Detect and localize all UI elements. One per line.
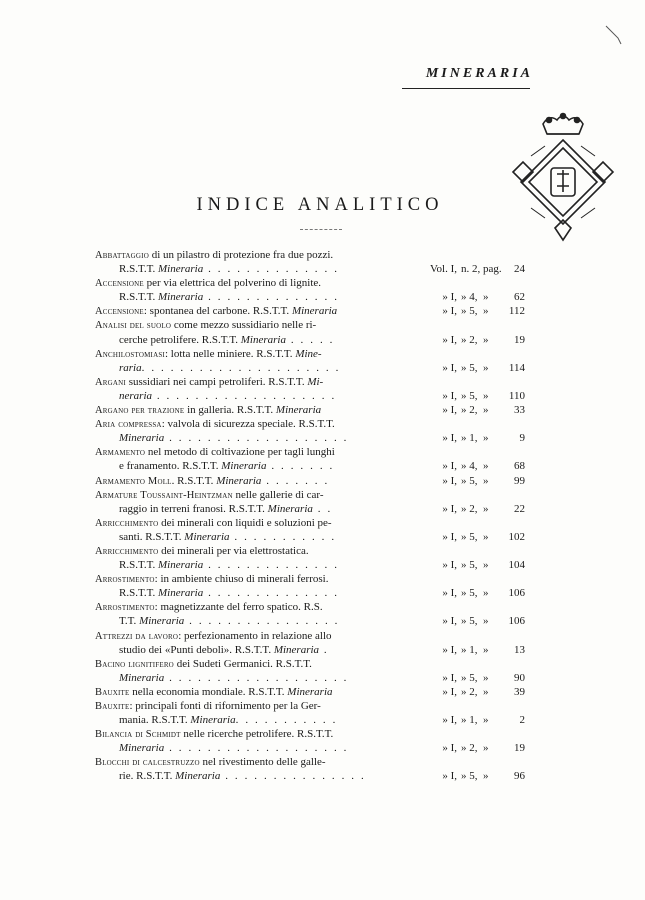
issue-number: » 5, [461, 770, 478, 783]
entry-keyword: Armamento Moll [95, 475, 172, 487]
entry-description-continued: santi. R.S.T.T. [119, 530, 185, 543]
entry-text [95, 276, 403, 290]
entry-description-continued: R.S.T.T. [119, 559, 159, 572]
volume-number: » I, [442, 432, 457, 445]
entry-description: : lotta nelle miniere. R.S.T.T. [164, 347, 296, 360]
leader-dots: . . . . . . . . . . . . . . . [220, 770, 366, 783]
index-entry-continuation [95, 459, 525, 473]
leader-dots: . . [312, 502, 333, 515]
volume-reference [403, 769, 525, 783]
entry-description: come mezzo sussidiario nelle ri- [171, 319, 317, 332]
entry-description: dei Sudeti Germanici. R.S.T.T. [173, 657, 312, 670]
issue-number: » 2, [461, 502, 478, 515]
volume-number: » I, [442, 460, 457, 473]
index-entry-continuation [95, 262, 525, 276]
page-number: 19 [514, 742, 525, 755]
entry-description: nelle gallerie di car- [232, 488, 324, 501]
entry-source: Mineraria [119, 742, 165, 755]
volume-number: » I, [442, 530, 457, 543]
page-number: 62 [514, 291, 525, 304]
page-number: 2 [519, 714, 525, 727]
issue-number: » 5, [461, 361, 478, 374]
entry-description-continued: T.T. [119, 615, 140, 628]
entry-source: Mineraria [139, 615, 185, 628]
entry-description-continued: mania. R.S.T.T. [119, 714, 191, 727]
entry-source: Mineraria [273, 643, 320, 656]
page-prefix: » [483, 432, 489, 445]
entry-description: nel metodo di coltivazione per tagli lunghi [145, 446, 335, 459]
entry-keyword: Bauxite [95, 701, 130, 712]
volume-reference [403, 262, 525, 276]
entry-description: di un pilastro di protezione fra due pozzi. [148, 249, 334, 261]
volume-reference [403, 671, 525, 685]
page-prefix: » [483, 685, 489, 698]
leader-dots: . . . . . . . . . . . . . . [203, 291, 340, 304]
page-prefix: » [483, 530, 489, 543]
index-entry-continuation [95, 431, 525, 445]
entry-text [95, 657, 403, 671]
index-entry [95, 347, 525, 361]
page-number: 102 [508, 530, 525, 543]
entry-description: dei minerali con liquidi e soluzioni pe- [158, 516, 332, 529]
entry-description-continued: cerche petrolifere. R.S.T.T. [119, 333, 241, 346]
volume-reference [403, 304, 525, 318]
entry-description: : magnetizzante del ferro spatico. R.S. [154, 601, 323, 614]
issue-number: » 5, [461, 474, 478, 487]
entry-keyword: Abbattaggio [95, 250, 149, 261]
page-number: 68 [514, 460, 525, 473]
entry-text [95, 699, 403, 713]
index-entry-continuation [95, 502, 525, 516]
page-prefix: » [483, 389, 489, 402]
entry-text-continued [95, 713, 403, 727]
index-entry-continuation [95, 586, 525, 600]
page-prefix: » [483, 305, 489, 318]
entry-text [95, 600, 403, 614]
volume-number: » I, [442, 333, 457, 346]
leader-dots: . . . . . . . . . . . . . . . . . . . . . [141, 361, 341, 374]
entry-keyword: Bacino lignitifero [95, 658, 174, 670]
entry-text [95, 629, 403, 643]
entry-text-continued [95, 741, 403, 755]
page-prefix: » [483, 333, 489, 346]
page-number: 9 [519, 432, 525, 445]
page-prefix: » [483, 671, 489, 684]
entry-description-continued: rie. R.S.T.T. [119, 770, 176, 783]
page-number: 106 [508, 587, 525, 600]
issue-number: » 4, [461, 460, 478, 473]
entry-source: Mineraria [175, 770, 221, 783]
entry-source: raria [119, 361, 142, 374]
index-entry [95, 629, 525, 643]
index-entry-continuation [95, 643, 525, 657]
entry-text [95, 685, 403, 699]
entry-text-continued [95, 333, 403, 347]
volume-reference [403, 685, 525, 699]
page-prefix: » [483, 361, 489, 374]
index-entry-continuation [95, 671, 525, 685]
entry-description: : principali fonti di rifornimento per la Ger- [129, 700, 321, 712]
entry-keyword: Anchilostomiasi [95, 348, 165, 360]
entry-source: Mineraria [240, 333, 286, 346]
entry-source: Mineraria [158, 559, 204, 572]
page-number: 39 [514, 685, 525, 698]
page-number: 24 [514, 263, 525, 276]
page-prefix: » [483, 291, 489, 304]
index-entry [95, 544, 525, 558]
entry-source: Mi- [307, 375, 324, 388]
entry-text [95, 488, 403, 502]
entry-description: sussidiari nei campi petroliferi. R.S.T.T. [125, 375, 308, 388]
volume-number: » I, [442, 474, 457, 487]
entry-keyword: Accensione [95, 278, 144, 290]
index-entry [95, 318, 525, 332]
leader-dots: . . . . . . . [266, 460, 335, 473]
entry-keyword: Analisi del suolo [95, 320, 172, 332]
index-entry-continuation [95, 333, 525, 347]
leader-dots: . . . . . . . . . . . [235, 714, 338, 727]
entry-text-continued [95, 643, 403, 657]
issue-number: » 5, [461, 587, 478, 600]
index-entry [95, 304, 525, 318]
volume-number: » I, [442, 685, 457, 698]
entry-text [95, 755, 403, 769]
entry-text [95, 347, 403, 361]
entry-text-continued [95, 361, 403, 375]
entry-text-continued [95, 558, 403, 572]
entry-text [95, 248, 403, 262]
page-number: 110 [508, 389, 525, 402]
issue-number: » 5, [461, 615, 478, 628]
entry-source: Mineraria [158, 291, 204, 304]
page-prefix: » [483, 615, 489, 628]
entry-text [95, 403, 403, 417]
volume-reference [403, 333, 525, 347]
issue-number: » 2, [461, 404, 478, 417]
entry-keyword: Arrostimento [95, 602, 155, 614]
entry-keyword: Armature Toussaint-Heintzman [95, 489, 233, 501]
leader-dots: . . . . . . . . . . . . . . [203, 263, 340, 276]
leader-dots: . . . . . . . . . . . . . . [203, 559, 340, 572]
entry-source: Mineraria [221, 460, 267, 473]
volume-reference [403, 361, 525, 375]
volume-reference [403, 502, 525, 516]
volume-number: » I, [442, 587, 457, 600]
entry-keyword: Arricchimento [95, 545, 159, 557]
issue-number: » 2, [461, 742, 478, 755]
section-header: MINERARIA [425, 66, 533, 81]
entry-source: Mine- [295, 347, 322, 360]
index-entry-continuation [95, 530, 525, 544]
entry-description: : spontanea del carbone. R.S.T.T. [143, 305, 292, 318]
volume-reference [403, 643, 525, 657]
volume-number: » I, [442, 643, 457, 656]
title-rule [300, 229, 342, 230]
entry-keyword: Argano per trazione [95, 405, 185, 417]
volume-reference [403, 713, 525, 727]
issue-number: » 1, [461, 714, 478, 727]
entry-description-continued: studio dei «Punti deboli». R.S.T.T. [119, 643, 274, 656]
volume-reference [403, 431, 525, 445]
page-number: 106 [508, 615, 525, 628]
index-entry [95, 445, 525, 459]
leader-dots: . . . . . . . . . . . . . . . . . . . [164, 742, 349, 755]
entry-description-continued: e franamento. R.S.T.T. [119, 460, 222, 473]
volume-number: » I, [442, 291, 457, 304]
leader-dots: . . . . . [286, 333, 335, 346]
entry-description-continued: R.S.T.T. [119, 263, 159, 276]
volume-number: » I, [442, 742, 457, 755]
index-entry [95, 685, 525, 699]
issue-number: » 5, [461, 305, 478, 318]
page-number: 99 [514, 474, 525, 487]
issue-number: » 5, [461, 671, 478, 684]
page-number: 114 [508, 361, 525, 374]
entry-keyword: Bauxite [95, 686, 130, 698]
issue-number: » 2, [461, 685, 478, 698]
page-number: 104 [508, 559, 525, 572]
index-entry-continuation [95, 389, 525, 403]
entry-text-continued [95, 769, 403, 783]
issue-number: n. 2, [461, 263, 481, 276]
scratch-mark [604, 24, 626, 46]
leader-dots: . . . . . . . . . . . . . . . . . . . [164, 671, 349, 684]
volume-reference [403, 586, 525, 600]
entry-text [95, 474, 403, 488]
entry-description: : in ambiente chiuso di minerali ferrosi. [154, 573, 329, 586]
issue-number: » 4, [461, 291, 478, 304]
entry-keyword: Blocchi di calcestruzzo [95, 757, 200, 769]
entry-description: . R.S.T.T. [171, 474, 217, 487]
issue-number: » 1, [461, 643, 478, 656]
entry-text [95, 304, 403, 318]
entry-description-continued: raggio in terreni franosi. R.S.T.T. [119, 502, 268, 515]
entry-text-continued [95, 614, 403, 628]
leader-dots: . . . . . . . [261, 474, 330, 487]
index-entry [95, 375, 525, 389]
leader-dots: . . . . . . . . . . . . . . . . [184, 615, 340, 628]
entry-source: Mineraria [158, 263, 204, 276]
entry-text [95, 572, 403, 586]
page-prefix: » [483, 460, 489, 473]
index-entry [95, 474, 525, 488]
index-entry-continuation [95, 361, 525, 375]
volume-reference [403, 741, 525, 755]
index-entry-continuation [95, 614, 525, 628]
entry-source: Mineraria [190, 714, 236, 727]
page-prefix: » [483, 502, 489, 515]
entry-keyword: Attrezzi da lavoro [95, 630, 179, 642]
entry-source: Mineraria [119, 432, 165, 445]
entry-text-continued [95, 290, 403, 304]
entry-description: nel rivestimento delle galle- [199, 756, 326, 769]
leader-dots: . . . . . . . . . . . . . . [203, 587, 340, 600]
index-entry [95, 248, 525, 262]
volume-reference [403, 474, 525, 488]
entry-source: Mineraria [158, 587, 204, 600]
entry-text [95, 544, 403, 558]
entry-description-continued: R.S.T.T. [119, 587, 159, 600]
volume-number: » I, [442, 615, 457, 628]
volume-reference [403, 558, 525, 572]
leader-dots: . . . . . . . . . . . . . . . . . . . [152, 389, 337, 402]
entry-text [95, 445, 403, 459]
entry-text-continued [95, 389, 403, 403]
entry-text-continued [95, 530, 403, 544]
entry-source: neraria [119, 389, 152, 402]
entry-source: Mineraria [275, 404, 322, 417]
page-prefix: » [483, 404, 489, 417]
volume-number: » I, [442, 361, 457, 374]
entry-keyword: Bilancia di Schmidt [95, 729, 181, 741]
entry-text-continued [95, 262, 403, 276]
entry-text [95, 318, 403, 332]
index-list [95, 248, 525, 784]
entry-keyword: Argani [95, 376, 126, 388]
volume-reference [403, 614, 525, 628]
volume-number: » I, [442, 502, 457, 515]
page-number: 13 [514, 643, 525, 656]
page-prefix: » [483, 474, 489, 487]
entry-text-continued [95, 502, 403, 516]
entry-text-continued [95, 431, 403, 445]
volume-number: » I, [442, 559, 457, 572]
entry-description: : valvola di sicurezza speciale. R.S.T.T. [161, 418, 335, 431]
entry-keyword: Armamento [95, 447, 146, 459]
entry-description: nelle ricerche petrolifere. R.S.T.T. [180, 728, 334, 741]
index-entry [95, 572, 525, 586]
leader-dots: . [319, 643, 329, 656]
volume-reference [403, 389, 525, 403]
issue-number: » 1, [461, 432, 478, 445]
entry-keyword: Accensione [95, 306, 144, 318]
entry-keyword: Arrostimento [95, 574, 155, 586]
entry-description: : perfezionamento in relazione allo [178, 629, 332, 642]
volume-reference [403, 290, 525, 304]
index-entry [95, 276, 525, 290]
volume-reference [403, 459, 525, 473]
entry-source: Mineraria [216, 474, 262, 487]
entry-keyword: Aria compressa [95, 419, 162, 431]
entry-text [95, 516, 403, 530]
page-number: 22 [514, 502, 525, 515]
issue-number: » 5, [461, 389, 478, 402]
page-prefix: » [483, 587, 489, 600]
index-entry [95, 488, 525, 502]
entry-description: dei minerali per via elettrostatica. [158, 544, 309, 557]
index-entry [95, 600, 525, 614]
entry-text-continued [95, 671, 403, 685]
index-entry [95, 699, 525, 713]
entry-text [95, 417, 403, 431]
volume-reference [403, 403, 525, 417]
volume-number: Vol. I, [430, 263, 457, 276]
entry-description: in galleria. R.S.T.T. [184, 404, 276, 417]
entry-keyword: Arricchimento [95, 517, 159, 529]
entry-description: nella economia mondiale. R.S.T.T. [129, 685, 288, 698]
entry-text [95, 375, 403, 389]
index-entry [95, 657, 525, 671]
page-title: INDICE ANALITICO [196, 195, 444, 215]
leader-dots: . . . . . . . . . . . [229, 530, 337, 543]
issue-number: » 5, [461, 530, 478, 543]
page-number: 112 [508, 305, 525, 318]
header-rule [402, 88, 530, 89]
library-stamp-icon [505, 110, 617, 250]
page-number: 90 [514, 671, 525, 684]
entry-source: Mineraria [287, 685, 333, 698]
entry-description: per via elettrica del polverino di lignite. [143, 277, 322, 290]
page-prefix: » [483, 559, 489, 572]
entry-text-continued [95, 459, 403, 473]
index-entry-continuation [95, 713, 525, 727]
entry-source: Mineraria [119, 671, 165, 684]
page-number: 33 [514, 404, 525, 417]
index-entry [95, 727, 525, 741]
page-prefix: » [483, 770, 489, 783]
page-prefix: pag. [483, 263, 502, 276]
volume-number: » I, [442, 389, 457, 402]
index-entry [95, 417, 525, 431]
page-prefix: » [483, 742, 489, 755]
index-entry-continuation [95, 769, 525, 783]
page-prefix: » [483, 643, 489, 656]
index-entry-continuation [95, 290, 525, 304]
volume-number: » I, [442, 714, 457, 727]
page-prefix: » [483, 714, 489, 727]
index-entry-continuation [95, 741, 525, 755]
volume-number: » I, [442, 404, 457, 417]
index-entry [95, 516, 525, 530]
leader-dots: . . . . . . . . . . . . . . . . . . . [164, 432, 349, 445]
entry-source: Mineraria [291, 305, 338, 318]
entry-description-continued: R.S.T.T. [119, 291, 159, 304]
volume-reference [403, 530, 525, 544]
issue-number: » 2, [461, 333, 478, 346]
volume-number: » I, [442, 770, 457, 783]
entry-source: Mineraria [184, 530, 230, 543]
volume-number: » I, [442, 671, 457, 684]
index-entry-continuation [95, 558, 525, 572]
index-entry [95, 403, 525, 417]
page-number: 19 [514, 333, 525, 346]
volume-number: » I, [442, 305, 457, 318]
index-entry [95, 755, 525, 769]
entry-text [95, 727, 403, 741]
entry-source: Mineraria [267, 502, 313, 515]
entry-text-continued [95, 586, 403, 600]
page-number: 96 [514, 770, 525, 783]
issue-number: » 5, [461, 559, 478, 572]
